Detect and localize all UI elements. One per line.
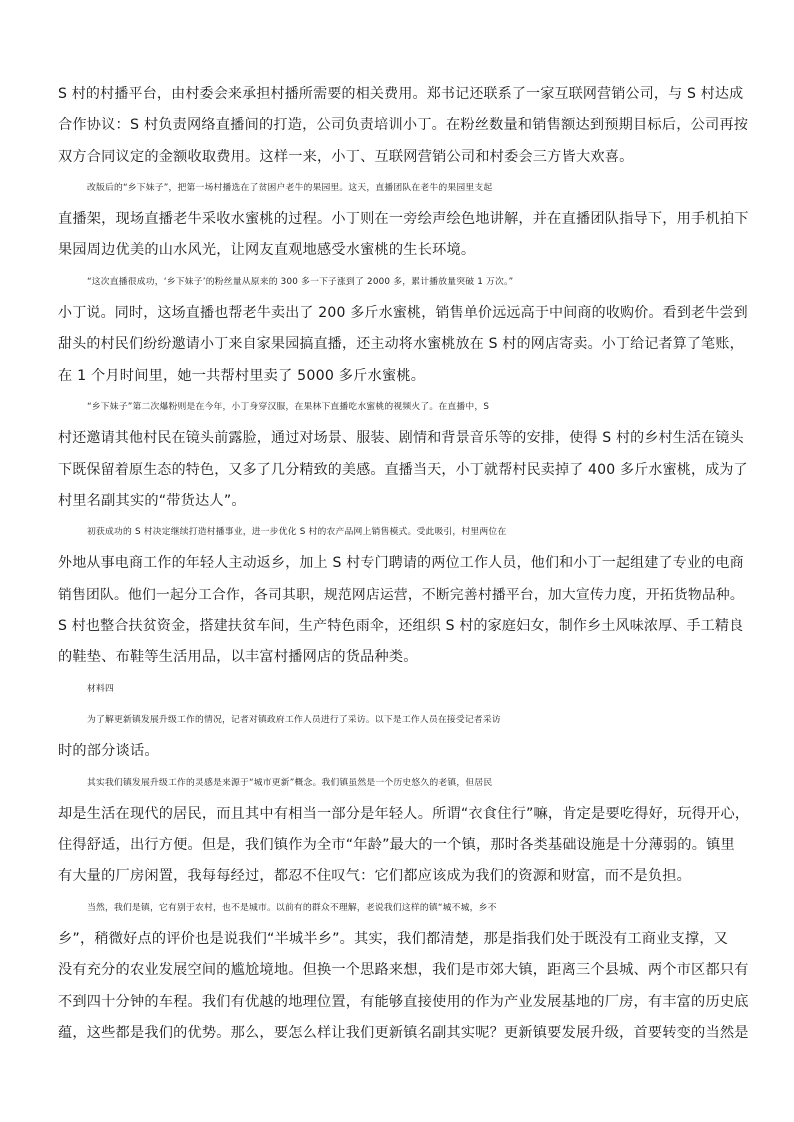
paragraph-3 (58, 267, 748, 392)
document-page (58, 79, 748, 1049)
paragraph-9 (58, 893, 748, 1049)
text-line: 初获成功的 S 村决定继续打造村播事业，进一步优化 S 村的农产品网上销售模式。受此吸引，村里两位在 (87, 527, 507, 538)
text-line: 村里名副其实的“带货达人”。 (58, 492, 246, 509)
text-line: 其实我们镇发展升级工作的灵感是来源于“城市更新”概念。我们镇虽然是一个历史悠久的老镇，但居民 (87, 777, 493, 788)
paragraph-8 (58, 768, 748, 893)
text-line: 蕴，这些都是我们的优势。那么，要怎么样让我们更新镇名副其实呢？更新镇要发展升级，首要转变的当然是 (58, 1024, 749, 1041)
text-line: 没有充分的农业发展空间的尴尬境地。但换一个思路来想，我们是市郊大镇，距离三个县城、两个市区都只有 (58, 962, 749, 979)
text-line: 住得舒适，出行方便。但是，我们镇作为全市“年龄”最大的一个镇，那时各类基础设施是十分薄弱的。镇里 (58, 837, 735, 854)
paragraph-7 (58, 705, 748, 768)
text-line: 不到四十分钟的车程。我们有优越的地理位置，有能够直接使用的作为产业发展基地的厂房，有丰富的历史底 (58, 993, 749, 1010)
text-line: 村还邀请其他村民在镜头前露脸，通过对场景、服装、剧情和背景音乐等的安排，使得 S 村的乡村生活在镜头 (58, 430, 744, 447)
paragraph-2 (58, 173, 748, 267)
text-line: “乡下妹子”第二次爆粉则是在今年，小丁身穿汉服，在果林下直播吃水蜜桃的视频火了。在直播中，S (87, 401, 490, 412)
text-line: 乡”，稍微好点的评价也是说我们“半城半乡”。其实，我们都清楚，那是指我们处于既没有工商业支撑，又 (58, 931, 729, 948)
text-line: 直播架，现场直播老牛采收水蜜桃的过程。小丁则在一旁绘声绘色地讲解，并在直播团队指导下，用手机拍下 (58, 211, 749, 228)
text-line: 双方合同议定的金额收取费用。这样一来，小丁、互联网营销公司和村委会三方皆大欢喜。 (58, 148, 634, 165)
text-line: 的鞋垫、布鞋等生活用品，以丰富村播网店的货品种类。 (58, 649, 418, 666)
text-line: 为了解更新镇发展升级工作的情况，记者对镇政府工作人员进行了采访。以下是工作人员在接受记者采访 (87, 714, 501, 725)
section-heading-text: 材料四 (87, 683, 114, 694)
text-line: S 村的村播平台，由村委会来承担村播所需要的相关费用。郑书记还联系了一家互联网营销公司，与 S 村达成 (58, 86, 744, 102)
text-line: 时的部分谈话。 (58, 743, 159, 760)
paragraph-1 (58, 79, 748, 173)
text-line: 却是生活在现代的居民，而且其中有相当一部分是年轻人。所谓“衣食住行”嘛，肯定是要吃得好，玩得开心， (58, 805, 750, 822)
text-line: S 村也整合扶贫资金，搭建扶贫车间，生产特色雨伞，还组织 S 村的家庭妇女，制作乡土风味浓厚、手工精良 (58, 618, 744, 635)
text-line: 有大量的厂房闲置，我每每经过，都忍不住叹气：它们都应该成为我们的资源和财富，而不是负担。 (58, 868, 692, 885)
text-line: “这次直播很成功，‘乡下妹子’的粉丝量从原来的 300 多一下子涨到了 2000 多，累计播放量突破 1 万次。” (87, 276, 514, 287)
text-line: 外地从事电商工作的年轻人主动返乡，加上 S 村专门聘请的两位工作人员，他们和小丁一起组建了专业的电商 (58, 555, 744, 572)
text-line: 下既保留着原生态的特色，又多了几分精致的美感。直播当天，小丁就帮村民卖掉了 400 多斤水蜜桃，成为了 (58, 461, 748, 478)
section-heading (58, 674, 748, 705)
text-line: 果园周边优美的山水风光，让网友直观地感受水蜜桃的生长环境。 (58, 242, 476, 259)
paragraph-5 (58, 517, 748, 673)
text-line: 小丁说。同时，这场直播也帮老牛卖出了 200 多斤水蜜桃，销售单价远远高于中间商的收购价。看到老牛尝到 (58, 305, 748, 322)
text-line: 合作协议：S 村负责网络直播间的打造，公司负责培训小丁。在粉丝数量和销售额达到预期目标后，公司再按 (58, 117, 749, 134)
text-line: 当然，我们是镇，它有别于农村，也不是城市。以前有的群众不理解，老说我们这样的镇“城不城，乡不 (87, 902, 497, 913)
text-line: 销售团队。他们一起分工合作，各司其职，规范网店运营，不断完善村播平台，加大宣传力度，开拓货物品种。 (58, 586, 744, 603)
text-line: 改版后的“乡下妹子”，把第一场村播选在了贫困户老牛的果园里。这天，直播团队在老牛的果园里支起 (87, 182, 493, 193)
paragraph-4 (58, 392, 748, 517)
text-line: 在 1 个月时间里，她一共帮村里卖了 5000 多斤水蜜桃。 (58, 367, 426, 384)
text-line: 甜头的村民们纷纷邀请小丁来自家果园搞直播，还主动将水蜜桃放在 S 村的网店寄卖。小丁给记者算了笔账， (58, 336, 744, 353)
